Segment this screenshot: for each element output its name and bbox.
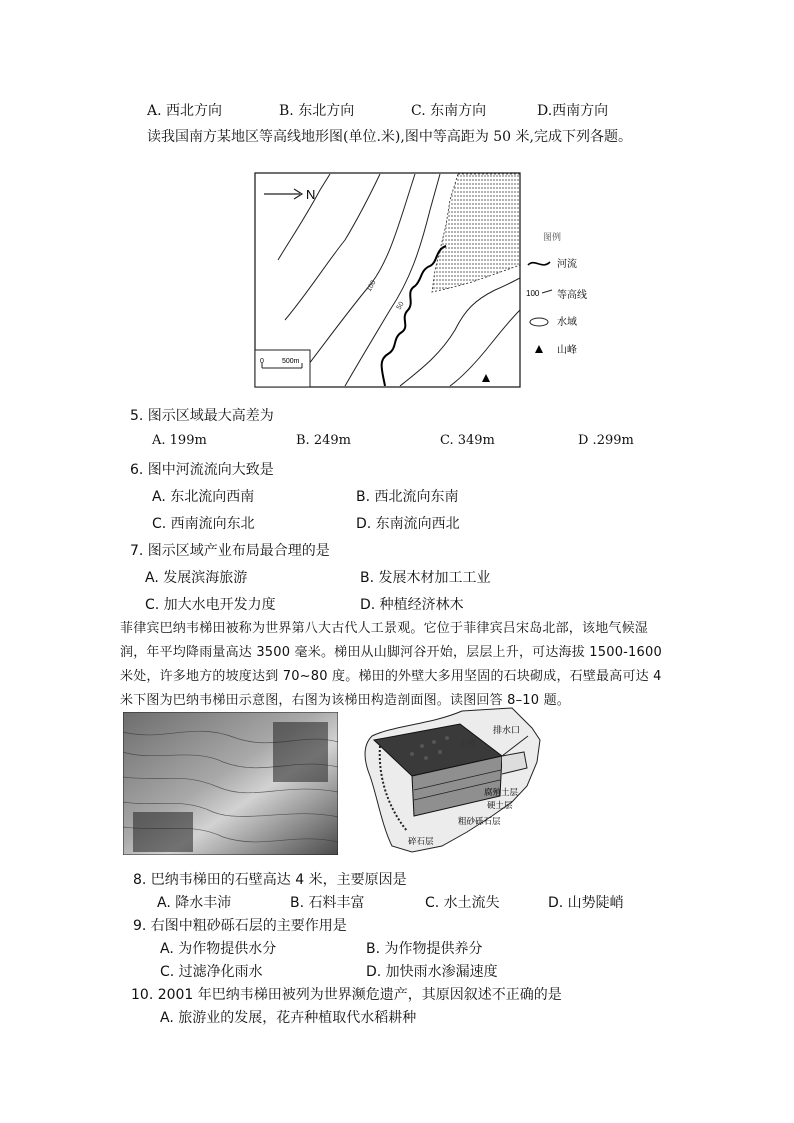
q5-option-d: D .299m [578,433,634,448]
q5-option-a: A. 199m [152,433,207,448]
q9-stem: 9. 右图中粗砂砾石层的主要作用是 [133,918,347,934]
q7-stem: 7. 图示区域产业布局最合理的是 [130,543,330,559]
q9-option-c: C. 过滤净化雨水 [160,964,263,980]
q5-stem: 5. 图示区域最大高差为 [130,408,274,424]
svg-text:100: 100 [526,289,540,298]
q7-option-d: D. 种植经济林木 [360,597,464,613]
q8-stem: 8. 巴纳韦梯田的石壁高达 4 米，主要原因是 [133,872,407,888]
q5-option-c: C. 349m [440,433,495,448]
q8-option-c: C. 水土流失 [425,895,500,911]
svg-text:河流: 河流 [557,259,577,270]
q10-stem: 10. 2001 年巴纳韦梯田被列为世界濒危遗产，其原因叙述不正确的是 [131,987,562,1003]
q8-option-b: B. 石料丰富 [290,895,365,911]
intro-text: 读我国南方某地区等高线地形图(单位.米),图中等高距为 50 米,完成下列各题。 [147,129,632,145]
q6-option-a: A. 东北流向西南 [152,489,255,505]
label-layer-4: 碎石层 [408,837,434,847]
label-layer-1: 腐殖土层 [484,788,519,798]
q7-option-a: A. 发展滨海旅游 [145,570,248,586]
legend-water-icon [530,318,548,326]
svg-text:50: 50 [395,300,406,311]
passage-line-4: 米下图为巴纳韦梯田示意图，右图为该梯田构造剖面图。读图回答 8–10 题。 [120,693,570,708]
q9-option-b: B. 为作物提供养分 [366,941,483,957]
contour-map [250,170,610,392]
option-c: C. 东南方向 [411,103,487,119]
q8-option-d: D. 山势陡峭 [548,895,624,911]
svg-text:0: 0 [260,358,264,365]
passage-line-1: 菲律宾巴纳韦梯田被称为世界第八大古代人工景观。它位于菲律宾吕宋岛北部，该地气候湿 [120,621,649,636]
q5-option-b: B. 249m [296,433,351,448]
svg-text:500m: 500m [282,358,300,365]
north-label: N [306,187,316,202]
terrace-section-diagram [352,706,544,853]
terrace-photo [123,712,338,855]
q6-option-d: D. 东南流向西北 [356,516,460,532]
option-a: A. 西北方向 [147,103,223,119]
q7-option-b: B. 发展木材加工工业 [360,570,491,586]
q6-option-b: B. 西北流向东南 [356,489,459,505]
svg-text:水域: 水域 [557,317,577,328]
q6-stem: 6. 图中河流流向大致是 [130,462,274,478]
q10-option-a: A. 旅游业的发展，花卉种植取代水稻耕种 [160,1010,417,1026]
legend-title: 图例 [543,233,562,243]
label-drain: 排水口 [493,726,521,736]
label-layer-3: 粗砂砾石层 [458,817,501,827]
svg-text:山峰: 山峰 [557,345,577,356]
q9-option-d: D. 加快雨水渗漏速度 [366,964,498,980]
passage-line-2: 润，年平均降雨量高达 3500 毫米。梯田从山脚河谷开始，层层上升，可达海拔 1500-1600 [120,645,662,660]
label-wall: 石壁 [460,739,476,748]
label-layer-2: 硬土层 [487,801,513,811]
q8-option-a: A. 降水丰沛 [157,895,232,911]
legend-peak-icon [535,345,543,353]
svg-text:100: 100 [365,279,378,293]
option-d: D.西南方向 [537,103,609,119]
passage-line-3: 米处，许多地方的坡度达到 70~80 度。梯田的外壁大多用坚固的石块砌成，石壁最高可达 4 [120,669,662,684]
q7-option-c: C. 加大水电开发力度 [145,597,276,613]
svg-text:等高线: 等高线 [557,290,587,301]
legend-river-icon [528,262,550,265]
q9-option-a: A. 为作物提供水分 [160,941,277,957]
option-b: B. 东北方向 [279,103,355,119]
q6-option-c: C. 西南流向东北 [152,516,255,532]
